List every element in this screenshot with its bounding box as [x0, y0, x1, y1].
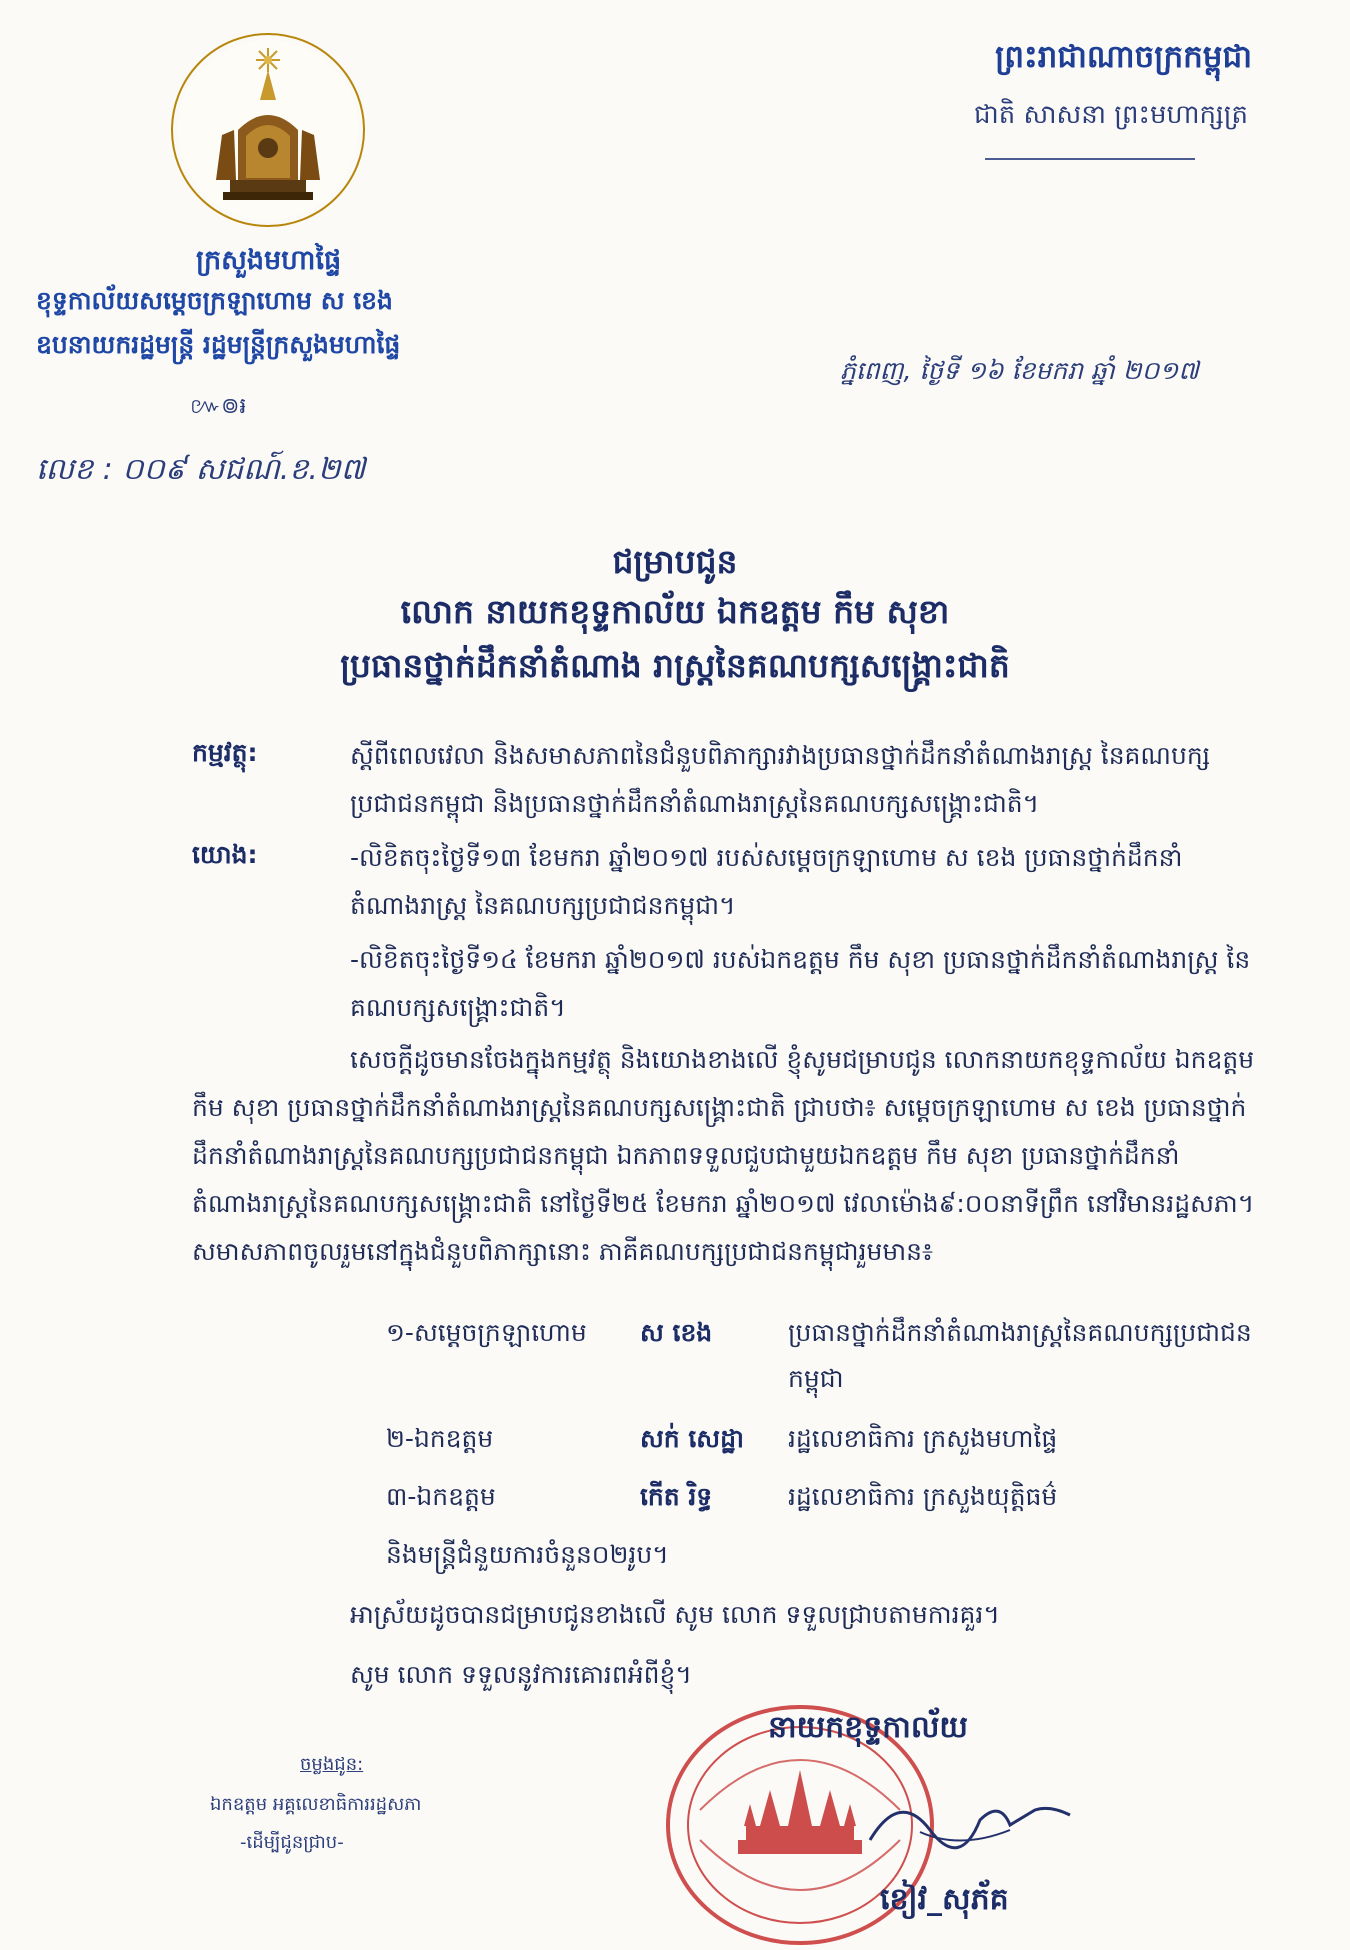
subject-label: កម្មវត្ថុ: — [192, 738, 258, 767]
member-2-name: សក់ សេដ្ឋា — [640, 1424, 744, 1453]
cc-recipient: ឯកឧត្តម អគ្គលេខាធិការរដ្ឋសភា — [210, 1794, 422, 1815]
addressee-line-1: លោក នាយកខុទ្ទកាល័យ ឯកឧត្តម កឹម សុខា — [400, 592, 950, 631]
member-1-name: ស ខេង — [640, 1318, 713, 1347]
cc-heading: ចម្លងជូន: — [300, 1754, 364, 1775]
member-1-title: ១-សម្តេចក្រឡាហោម — [386, 1318, 587, 1347]
body-paragraph: សេចក្តីដូចមានចែងក្នុងកម្មវត្ថុ និងយោងខាងលើ ខ្ញុំសូមជម្រាបជូន លោកនាយកខុទ្ទកាល័យ ឯកឧត្តម កឹម សុខា ប្រធានថ្នាក់ដឹកនាំតំណាងរាស្ត្រនៃគណបក្សសង្គ្រោះជាតិ ជ្រាបថា៖ សម្តេចក្រឡាហោម ស ខេង ប្រធានថ្នាក់ដឹកនាំតំណាងរាស្ត្រនៃគណបក្សប្រជាជនកម្ពុជា ឯកភាពទទួលជួបជាមួយឯកឧត្តម កឹម សុខា ប្រធានថ្នាក់ដឹកនាំតំណាងរាស្ត្រនៃគណបក្សសង្គ្រោះជាតិ នៅថ្ងៃទី២៥ ខែមករា ឆ្នាំ២០១៧ វេលាម៉ោង៩:០០នាទីព្រឹក នៅវិមានរដ្ឋសភា។ សមាសភាពចូលរួមនៅក្នុងជំនួបពិភាក្សានោះ ភាគីគណបក្សប្រជាជនកម្ពុជារួមមាន៖ — [192, 1045, 1255, 1266]
date-line: ភ្នំពេញ, ថ្ងៃទី ១៦ ខែមករា ឆ្នាំ ២០១៧ — [840, 356, 1199, 385]
subject-text: ស្តីពីពេលវេលា និងសមាសភាពនៃជំនួបពិភាក្សារវាងប្រធានថ្នាក់ដឹកនាំតំណាងរាស្ត្រ នៃគណបក្សប្រជាជនកម្ពុជា និងប្រធានថ្នាក់ដឹកនាំតំណាងរាស្ត្រនៃគណបក្សសង្គ្រោះជាតិ។ — [350, 741, 1211, 818]
reference-item-2: -លិខិតចុះថ្ងៃទី១៤ ខែមករា ឆ្នាំ២០១៧ របស់ឯកឧត្តម កឹម សុខា ប្រធានថ្នាក់ដឹកនាំតំណាងរាស្ត្រ នៃគណបក្សសង្គ្រោះជាតិ។ — [350, 945, 1251, 1022]
member-2-role: រដ្ឋលេខាធិការ ក្រសួងមហាផ្ទៃ — [788, 1424, 1058, 1453]
signatory-name: ខៀវ_សុភ័គ — [880, 1882, 1009, 1917]
cc-purpose: -ដើម្បីជូនជ្រាប- — [240, 1832, 344, 1853]
assistant-officials-line: និងមន្ត្រីជំនួយការចំនួន០២រូប។ — [386, 1540, 669, 1569]
signatory-title: នាយកខុទ្ទកាល័យ — [768, 1710, 968, 1745]
member-3-name: កើត រិទ្ធ — [640, 1482, 713, 1511]
office-line-2: ឧបនាយករដ្ឋមន្ត្រី រដ្ឋមន្ត្រីក្រសួងមហាផ្ទៃ — [36, 330, 401, 359]
office-line-1: ខុទ្ទកាល័យសម្តេចក្រឡាហោម ស ខេង — [36, 286, 393, 315]
ornament-divider: ៚៙៛ — [190, 394, 247, 419]
reference-label: យោង: — [192, 840, 258, 869]
addressee-line-2: ប្រធានថ្នាក់ដឹកនាំតំណាង រាស្ត្រនៃគណបក្សសង្គ្រោះជាតិ — [340, 646, 1010, 685]
closing-line-1: អាស្រ័យដូចបានជម្រាបជូនខាងលើ សូម លោក ទទួលជ្រាបតាមការគួរ។ — [350, 1600, 1000, 1629]
kingdom-title: ព្រះរាជាណាចក្រកម្ពុជា — [995, 39, 1252, 75]
reference-number: លេខ : ០០៩ សជណ៍.ខ.២៧ — [36, 452, 366, 487]
national-motto: ជាតិ សាសនា ព្រះមហាក្សត្រ — [974, 100, 1248, 130]
closing-line-2: សូម លោក ទទួលនូវការគោរពអំពីខ្ញុំ។ — [350, 1660, 692, 1689]
reference-item-1: -លិខិតចុះថ្ងៃទី១៣ ខែមករា ឆ្នាំ២០១៧ របស់សម្តេចក្រឡាហោម ស ខេង ប្រធានថ្នាក់ដឹកនាំតំណាងរាស្ត្រ នៃគណបក្សប្រជាជនកម្ពុជា។ — [350, 843, 1183, 920]
member-3-role: រដ្ឋលេខាធិការ ក្រសួងយុត្តិធម៌ — [788, 1482, 1058, 1511]
member-1-role: ប្រធានថ្នាក់ដឹកនាំតំណាងរាស្ត្រនៃគណបក្សប្រជាជនកម្ពុជា — [788, 1318, 1252, 1393]
motto-divider — [985, 158, 1195, 160]
attention-heading: ជម្រាបជូន — [612, 542, 738, 581]
member-3-title: ៣-ឯកឧត្តម — [386, 1482, 496, 1511]
handwritten-signature — [860, 1770, 1080, 1870]
ministry-name: ក្រសួងមហាផ្ទៃ — [196, 245, 342, 276]
royal-emblem-icon — [168, 30, 368, 230]
member-2-title: ២-ឯកឧត្តម — [386, 1424, 494, 1453]
